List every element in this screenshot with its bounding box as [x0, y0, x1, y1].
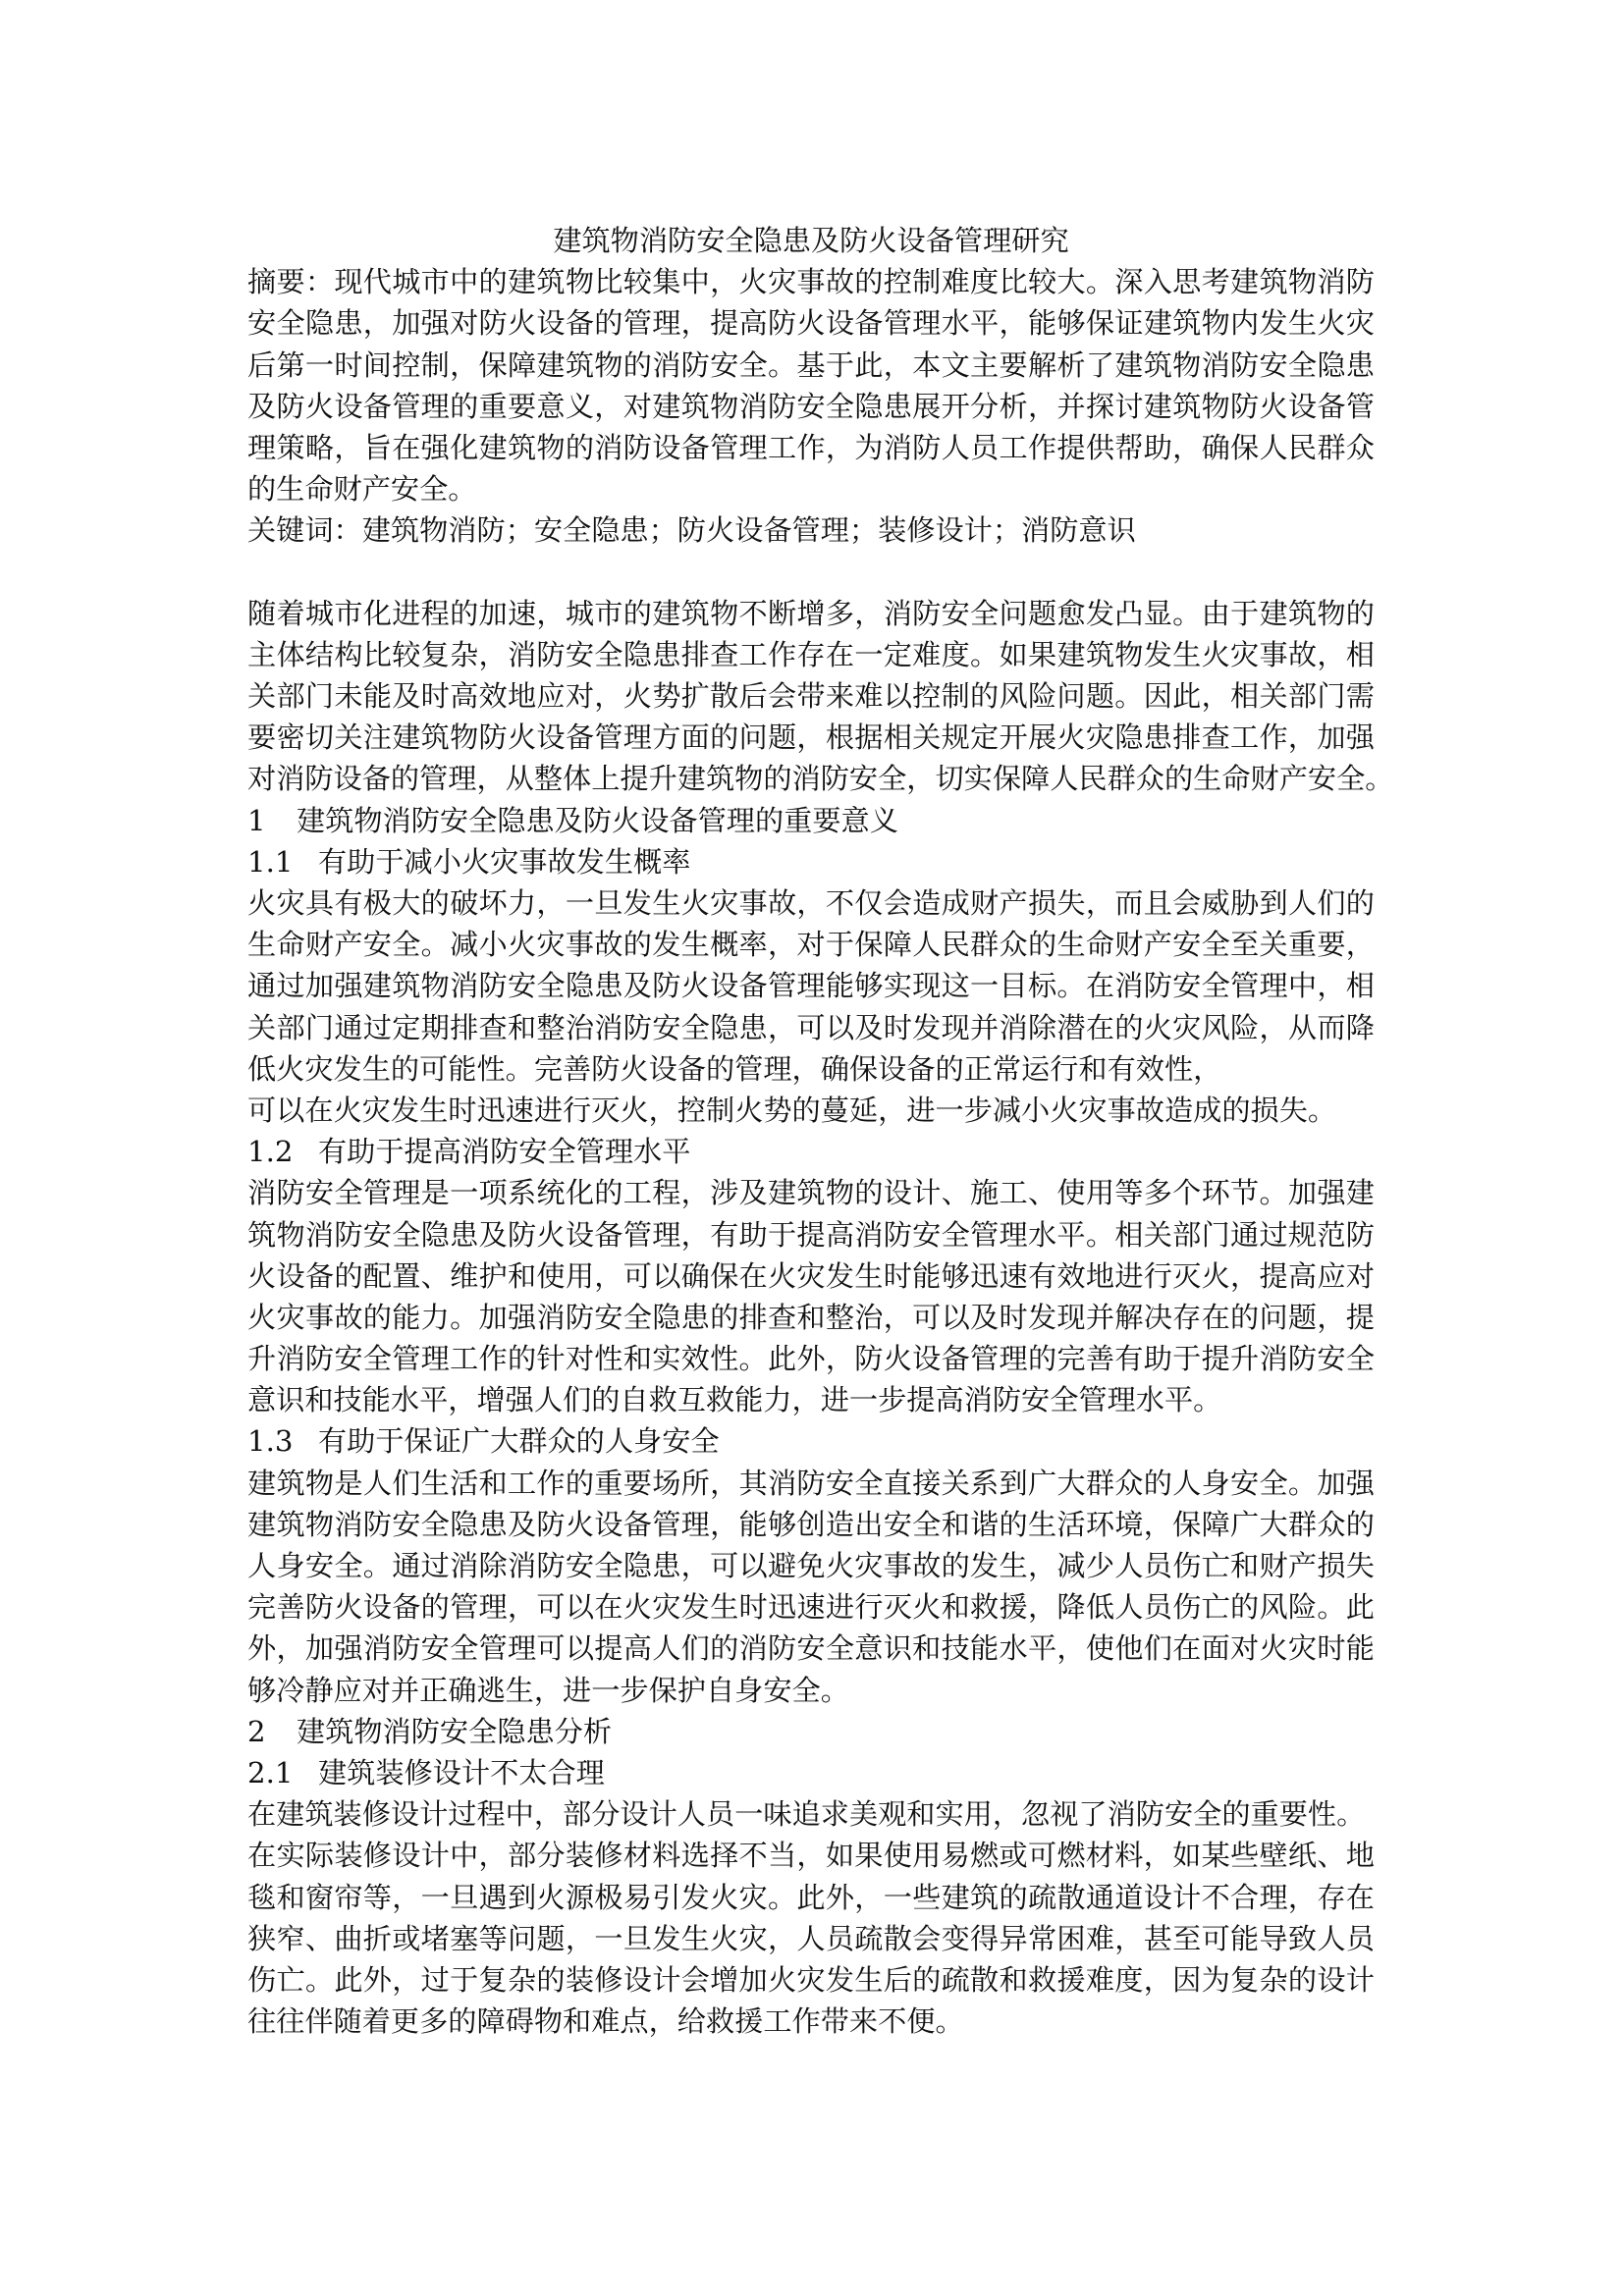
text-line: 在实际装修设计中，部分装修材料选择不当，如果使用易燃或可燃材料，如某些壁纸、地 — [247, 1839, 1375, 1873]
text-line: 随着城市化进程的加速，城市的建筑物不断增多，消防安全问题愈发凸显。由于建筑物的 — [247, 596, 1375, 630]
text-line: 要密切关注建筑物防火设备管理方面的问题，根据相关规定开展火灾隐患排查工作，加强 — [247, 721, 1375, 755]
text-line: 筑物消防安全隐患及防火设备管理，有助于提高消防安全管理水平。相关部门通过规范防 — [247, 1217, 1375, 1252]
text-line: 摘要：现代城市中的建筑物比较集中，火灾事故的控制难度比较大。深入思考建筑物消防 — [247, 265, 1375, 299]
text-line: 对消防设备的管理，从整体上提升建筑物的消防安全，切实保障人民群众的生命财产安全。 — [247, 762, 1394, 796]
text-line: 关部门通过定期排查和整治消防安全隐患，可以及时发现并消除潜在的火灾风险，从而降 — [247, 1010, 1375, 1044]
subsection-heading — [247, 1752, 1375, 1793]
text-line: 低火灾发生的可能性。完善防火设备的管理，确保设备的正常运行和有效性， — [247, 1051, 1222, 1086]
text-line: 安全隐患，加强对防火设备的管理，提高防火设备管理水平，能够保证建筑物内发生火灾 — [247, 306, 1375, 341]
text-line: 升消防安全管理工作的针对性和实效性。此外，防火设备管理的完善有助于提升消防安全 — [247, 1342, 1375, 1376]
heading-text: 有助于保证广大群众的人身安全 — [318, 1424, 720, 1459]
blank-line — [247, 552, 1375, 593]
section-heading — [247, 1711, 1375, 1752]
heading-number: 1.2 — [247, 1135, 294, 1169]
text-line: 人身安全。通过消除消防安全隐患，可以避免火灾事故的发生，减少人员伤亡和财产损失 — [247, 1549, 1375, 1582]
heading-number: 2.1 — [247, 1755, 294, 1789]
heading-text: 有助于提高消防安全管理水平 — [318, 1135, 691, 1169]
text-line: 火灾具有极大的破坏力，一旦发生火灾事故，不仅会造成财产损失，而且会威胁到人们的 — [247, 886, 1375, 920]
document-title: 建筑物消防安全隐患及防火设备管理研究 — [553, 224, 1069, 257]
document-page — [247, 220, 1394, 2042]
text-line: 关键词：建筑物消防；安全隐患；防火设备管理；装修设计；消防意识 — [247, 513, 1136, 548]
text-line: 在建筑装修设计过程中，部分设计人员一味追求美观和实用，忽视了消防安全的重要性。 — [247, 1797, 1366, 1832]
text-line: 的生命财产安全。 — [247, 472, 477, 507]
text-line: 火灾事故的能力。加强消防安全隐患的排查和整治，可以及时发现并解决存在的问题，提 — [247, 1300, 1375, 1334]
text-line: 主体结构比较复杂，消防安全隐患排查工作存在一定难度。如果建筑物发生火灾事故，相 — [247, 637, 1375, 671]
text-line: 完善防火设备的管理，可以在火灾发生时迅速进行灭火和救援，降低人员伤亡的风险。此 — [247, 1590, 1375, 1625]
text-line: 建筑物是人们生活和工作的重要场所，其消防安全直接关系到广大群众的人身安全。加强 — [247, 1466, 1375, 1500]
text-line: 毯和窗帘等，一旦遇到火源极易引发火灾。此外，一些建筑的疏散通道设计不合理，存在 — [247, 1880, 1375, 1914]
heading-number: 1 — [247, 803, 266, 837]
heading-text: 有助于减小火灾事故发生概率 — [318, 844, 691, 879]
text-line: 火设备的配置、维护和使用，可以确保在火灾发生时能够迅速有效地进行灭火，提高应对 — [247, 1258, 1375, 1293]
text-line: 外，加强消防安全管理可以提高人们的消防安全意识和技能水平，使他们在面对火灾时能 — [247, 1631, 1375, 1666]
heading-number: 2 — [247, 1714, 266, 1748]
heading-number: 1.3 — [247, 1424, 294, 1459]
text-line: 消防安全管理是一项系统化的工程，涉及建筑物的设计、施工、使用等多个环节。加强建 — [247, 1176, 1375, 1210]
subsection-heading — [247, 1420, 1375, 1462]
subsection-heading — [247, 841, 1375, 882]
text-line: 生命财产安全。减小火灾事故的发生概率，对于保障人民群众的生命财产安全至关重要， — [247, 928, 1375, 962]
text-line: 后第一时间控制，保障建筑物的消防安全。基于此，本文主要解析了建筑物消防安全隐患 — [247, 347, 1375, 382]
text-line: 够冷静应对并正确逃生，进一步保护自身安全。 — [247, 1673, 849, 1707]
text-line: 及防火设备管理的重要意义，对建筑物消防安全隐患展开分析，并探讨建筑物防火设备管 — [247, 389, 1375, 423]
text-line: 意识和技能水平，增强人们的自救互救能力，进一步提高消防安全管理水平。 — [247, 1383, 1222, 1417]
text-line: 关部门未能及时高效地应对，火势扩散后会带来难以控制的风险问题。因此，相关部门需 — [247, 679, 1375, 714]
text-line: 往往伴随着更多的障碍物和难点，给救援工作带来不便。 — [247, 2004, 964, 2039]
heading-number: 1.1 — [247, 844, 294, 879]
text-line: 伤亡。此外，过于复杂的装修设计会增加火灾发生后的疏散和救援难度，因为复杂的设计 — [247, 1962, 1375, 1997]
text-line: 理策略，旨在强化建筑物的消防设备管理工作，为消防人员工作提供帮助，确保人民群众 — [247, 430, 1375, 464]
text-line: 通过加强建筑物消防安全隐患及防火设备管理能够实现这一目标。在消防安全管理中，相 — [247, 969, 1375, 1003]
heading-text: 建筑物消防安全隐患分析 — [297, 1714, 613, 1748]
subsection-heading — [247, 1131, 1375, 1172]
heading-text: 建筑物消防安全隐患及防火设备管理的重要意义 — [297, 803, 898, 837]
text-line: 可以在火灾发生时迅速进行灭火，控制火势的蔓延，进一步减小火灾事故造成的损失。 — [247, 1093, 1337, 1127]
heading-text: 建筑装修设计不太合理 — [318, 1755, 605, 1789]
text-line: 狭窄、曲折或堵塞等问题，一旦发生火灾，人员疏散会变得异常困难，甚至可能导致人员 — [247, 1921, 1375, 1955]
text-line: 建筑物消防安全隐患及防火设备管理，能够创造出安全和谐的生活环境，保障广大群众的 — [247, 1507, 1375, 1541]
section-heading — [247, 800, 1375, 841]
